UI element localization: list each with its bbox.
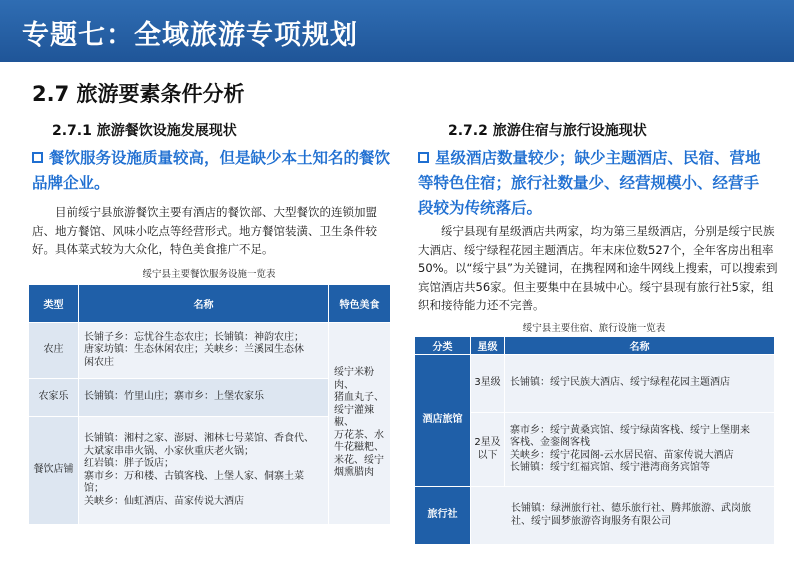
name-line: 红岩镇：胖子饭店； xyxy=(84,458,174,469)
right-subtitle: 2.7.2 旅游住宿与旅行设施现状 xyxy=(448,123,647,139)
lodging-header-star: 星级 xyxy=(471,337,505,355)
specialty-line: 绥宁米粉肉、 xyxy=(334,367,374,391)
square-bullet-icon xyxy=(32,152,43,163)
left-key-point-text: 餐饮服务设施质量较高，但是缺少本土知名的餐饮品牌企业。 xyxy=(32,149,391,192)
specialty-line: 米花、绥宁 xyxy=(334,454,384,466)
header-bar xyxy=(0,0,794,62)
name-line: 长铺镇：绿洲旅行社、德乐旅行社、腾邦旅游、武岗旅 xyxy=(511,503,751,514)
table-row xyxy=(29,323,391,379)
agency-name-cell xyxy=(471,487,775,545)
name-line: 大斌家串串火锅、小家伙重庆老火锅； xyxy=(84,445,254,457)
name-line: 寨市乡：万和楼、古镇客栈、上堡人家、侗寨土菜 xyxy=(84,470,304,482)
dining-header-name: 名称 xyxy=(79,285,329,323)
table-row xyxy=(415,487,775,545)
dining-type-cell: 农庄 xyxy=(29,323,79,379)
dining-header-type: 类型 xyxy=(29,285,79,323)
name-line: 长铺镇：绥宁民族大酒店、绥宁绿程花园主题酒店 xyxy=(510,377,730,389)
name-line: 长铺子乡：忘忧谷生态农庄；长铺镇：神韵农庄； xyxy=(84,331,304,343)
left-body-text: 目前绥宁县旅游餐饮主要有酒店的餐饮部、大型餐饮的连锁加盟店、地方餐馆、风味小吃点等经营形式。地方餐馆装潢、卫生条件较好。具体菜式较为大众化，特色美食推广不足。 xyxy=(32,205,377,256)
specialty-line: 牛花糍粑、 xyxy=(334,442,384,454)
dining-name-cell xyxy=(79,417,329,525)
left-table-caption: 绥宁县主要餐饮服务设施一览表 xyxy=(142,269,276,280)
dining-type-cell: 农家乐 xyxy=(29,379,79,417)
agency-category-cell: 旅行社 xyxy=(415,487,471,545)
lodging-header-category: 分类 xyxy=(415,337,471,355)
hotel-category-cell: 酒店旅馆 xyxy=(415,355,471,487)
star-cell: 2星及以下 xyxy=(471,413,505,487)
name-line: 关峡乡：绥宁花园阁-云水居民宿、苗家传说大酒店 xyxy=(510,449,734,461)
specialty-line: 猪血丸子、 xyxy=(334,392,384,404)
right-key-point-text: 星级酒店数量较少；缺少主题酒店、民宿、营地等特色住宿；旅行社数量少、经营规模小、经营手段较为传统落后。 xyxy=(418,149,761,217)
specialty-line: 绥宁灌辣椒、 xyxy=(334,404,374,429)
dining-name-cell xyxy=(79,323,329,379)
name-line: 馆； xyxy=(84,483,104,494)
dining-type-cell: 餐饮店铺 xyxy=(29,417,79,525)
lodging-name-cell xyxy=(505,413,775,487)
lodging-header-name: 名称 xyxy=(505,337,775,355)
name-line: 长铺镇：湘村之家、澎厨、湘林七号菜馆、香食代、 xyxy=(84,433,314,444)
specialty-food-cell xyxy=(329,323,391,525)
right-body-text: 绥宁县现有星级酒店共两家，均为第三星级酒店，分别是绥宁民族大酒店、绥宁绿程花园主题酒店。年末床位数527个，全年客房出租率50%。以“绥宁县”为关键词，在携程网和途牛网线上搜索，可以搜索到宾馆酒店共56家。但主要集中在县城中心。绥宁县现有旅行社5家，组织和接待能力还不完善。 xyxy=(418,224,778,312)
specialty-line: 万花茶、水 xyxy=(334,429,384,441)
name-line: 社、绥宁圆梦旅游咨询服务有限公司 xyxy=(511,515,671,527)
star-cell: 3星级 xyxy=(471,355,505,413)
name-line: 唐家坊镇：生态休闲农庄；关峡乡：兰溪园生态休 xyxy=(84,344,304,356)
dining-table xyxy=(28,284,391,525)
left-key-point xyxy=(32,146,392,196)
table-row xyxy=(415,355,775,413)
page-title: 专题七：全域旅游专项规划 xyxy=(22,20,358,51)
name-line: 闲农庄 xyxy=(84,356,114,368)
dining-name-cell xyxy=(79,379,329,417)
name-line: 长铺镇：绥宁红福宾馆、绥宁港湾商务宾馆等 xyxy=(510,462,710,473)
name-line: 关峡乡：仙虹酒店、苗家传说大酒店 xyxy=(84,495,244,507)
right-table-caption: 绥宁县主要住宿、旅行设施一览表 xyxy=(522,323,666,334)
dining-header-specialty: 特色美食 xyxy=(329,285,391,323)
section-title: 2.7 旅游要素条件分析 xyxy=(32,82,245,106)
right-key-point xyxy=(418,146,766,221)
lodging-name-cell xyxy=(505,355,775,413)
lodging-table xyxy=(414,336,775,545)
name-line: 长铺镇：竹里山庄；寨市乡：上堡农家乐 xyxy=(84,391,264,403)
name-line: 客栈、金銮阁客栈 xyxy=(510,437,590,448)
specialty-line: 烟熏腊肉 xyxy=(334,467,374,479)
left-subtitle: 2.7.1 旅游餐饮设施发展现状 xyxy=(52,123,237,139)
name-line: 寨市乡：绥宁黄桑宾馆、绥宁绿茵客栈、绥宁上堡朋来 xyxy=(510,424,750,436)
square-bullet-icon xyxy=(418,152,429,163)
